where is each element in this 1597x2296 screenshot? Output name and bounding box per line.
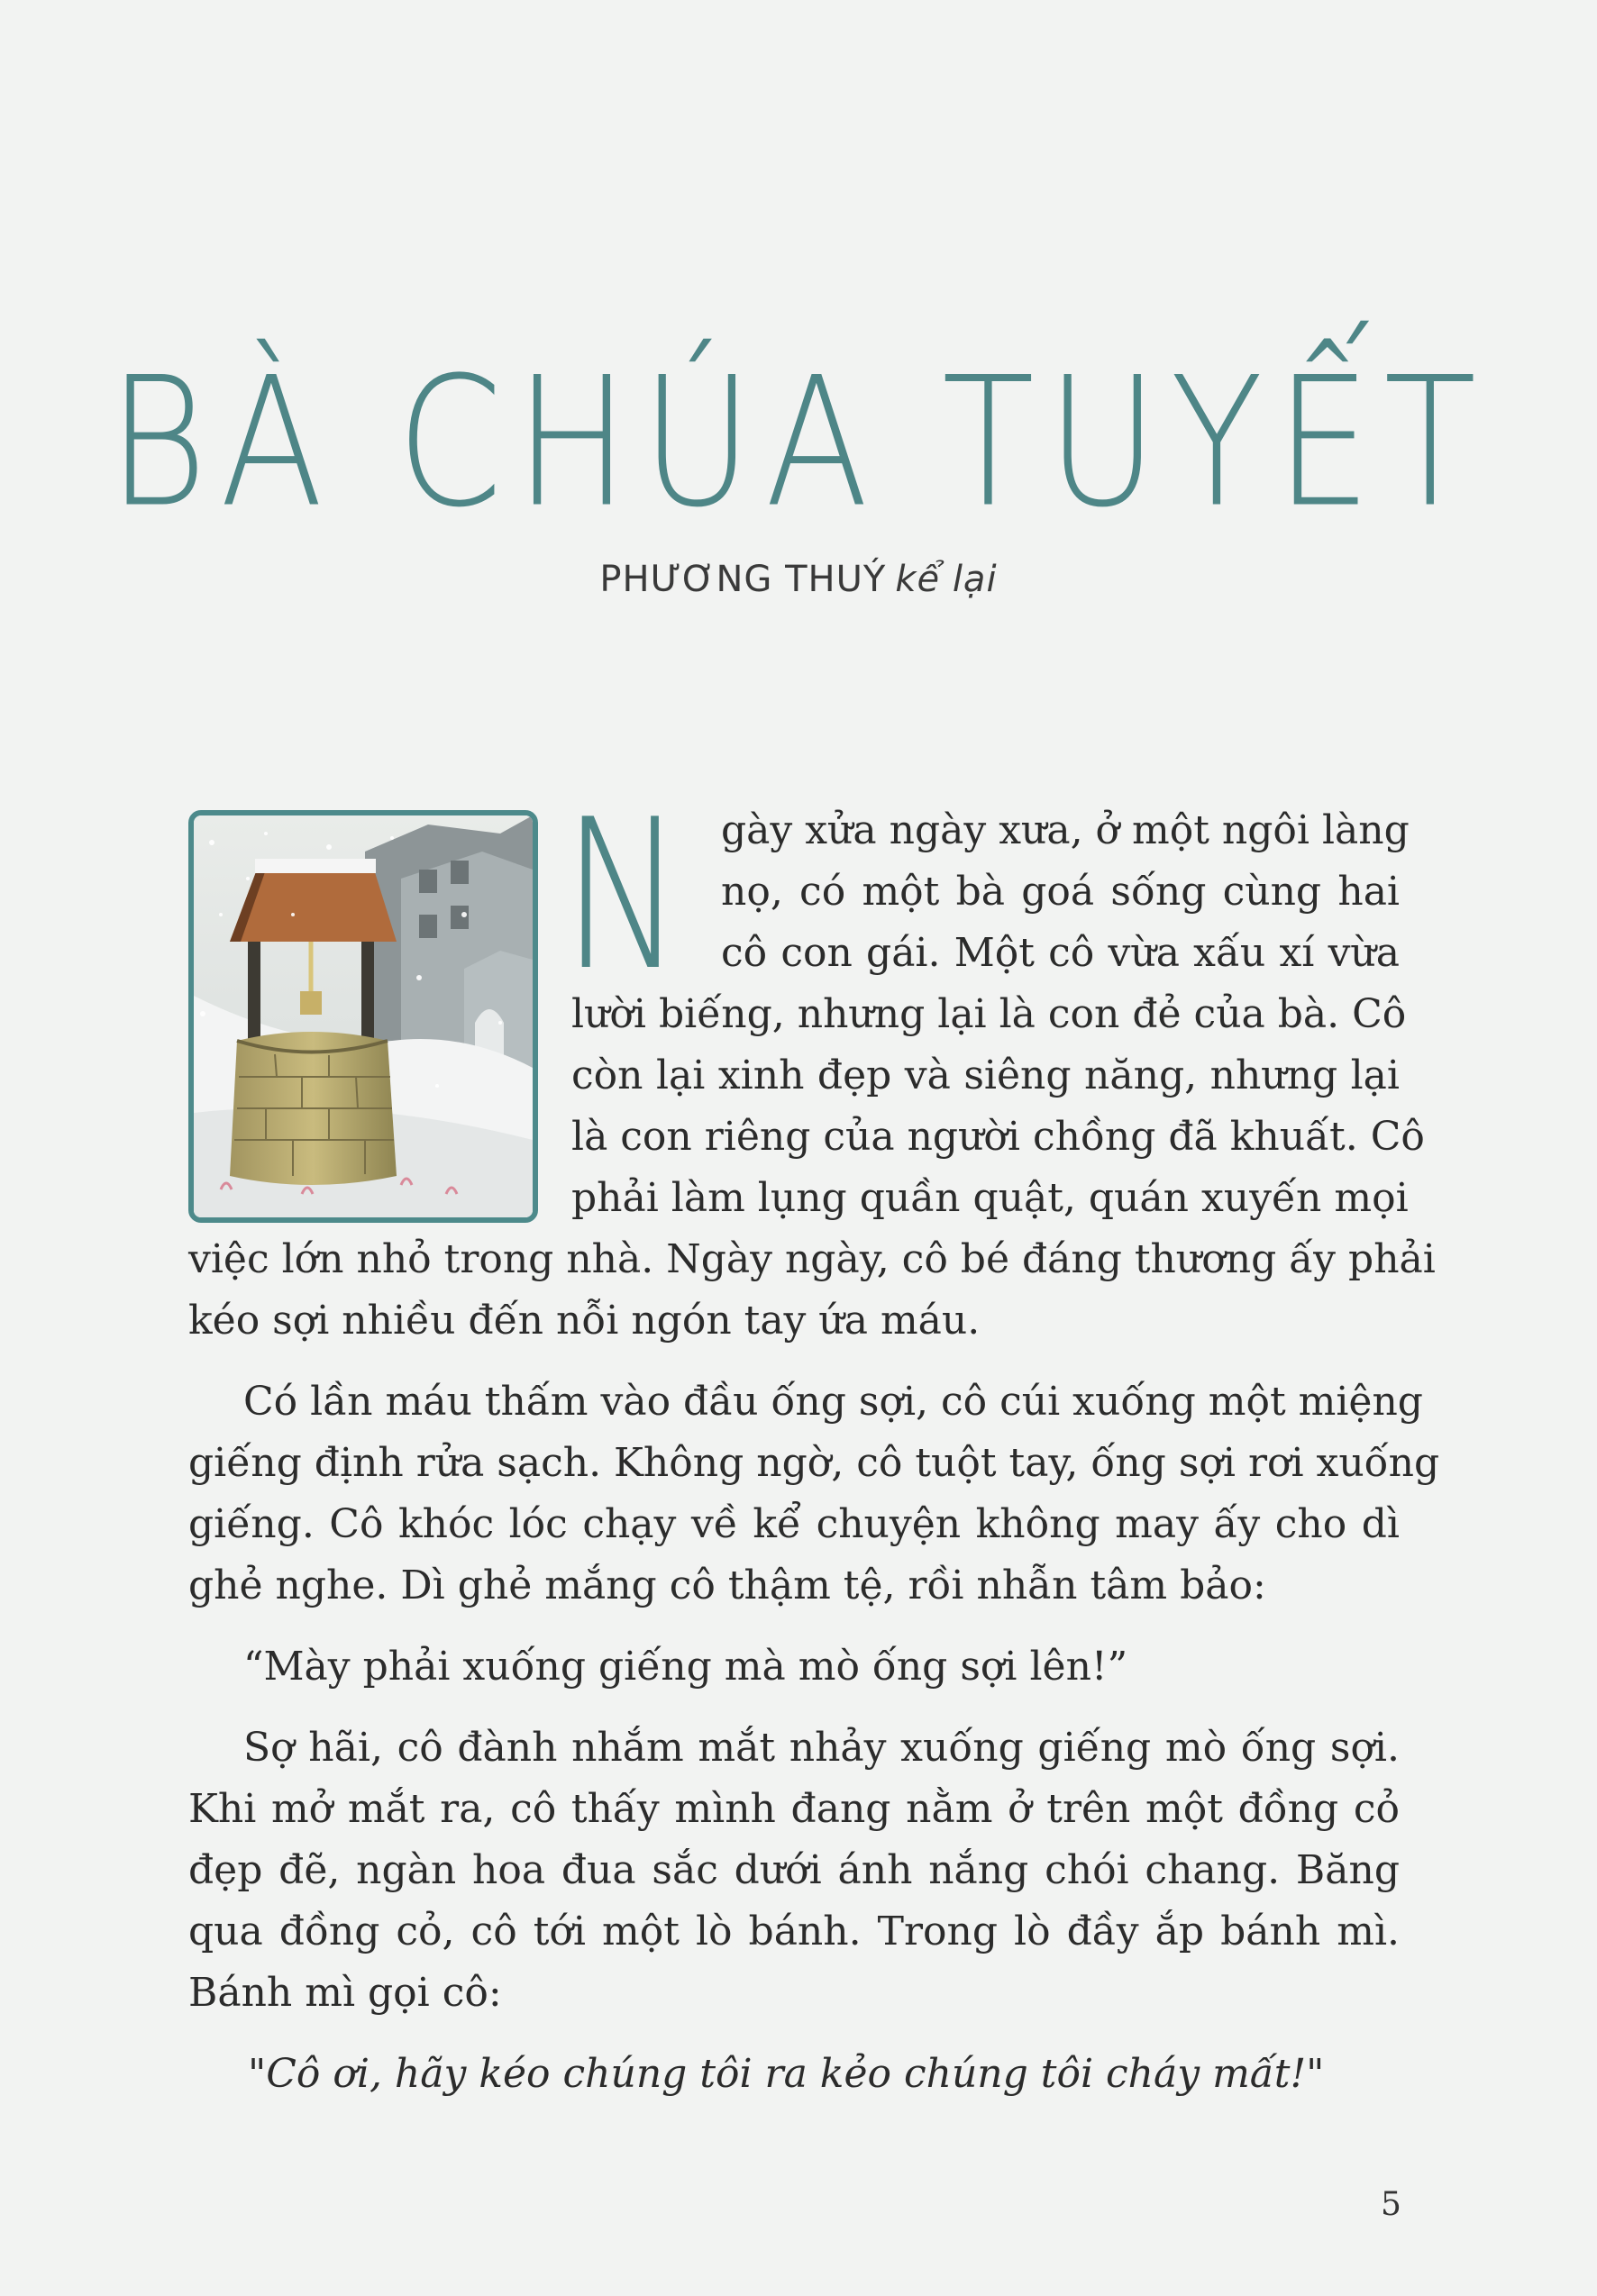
page-number: 5 xyxy=(1381,2186,1401,2223)
text-line: là con riêng của người chồng đã khuất. Cô xyxy=(571,1114,1425,1160)
text-line: kéo sợi nhiều đến nỗi ngón tay ứa máu. xyxy=(188,1298,981,1344)
text-line: "Cô ơi, hãy kéo chúng tôi ra kẻo chúng tôi cháy mất!" xyxy=(248,2051,1325,2097)
text-line: “Mày phải xuống giếng mà mò ống sợi lên!” xyxy=(243,1644,1128,1690)
text-line: gày xửa ngày xưa, ở một ngôi làng xyxy=(721,807,1410,853)
text-line: cô con gái. Một cô vừa xấu xí vừa xyxy=(721,930,1400,976)
text-line: nọ, có một bà goá sống cùng hai xyxy=(721,869,1400,915)
drop-cap: N xyxy=(562,776,684,1016)
text-line: giếng. Cô khóc lóc chạy về kể chuyện không may ấy cho dì xyxy=(188,1501,1400,1547)
text-line: Sợ hãi, cô đành nhắm mắt nhảy xuống giếng mò ống sợi. xyxy=(243,1725,1400,1771)
text-line: còn lại xinh đẹp và siêng năng, nhưng lại xyxy=(571,1052,1400,1098)
well-in-snow-icon xyxy=(188,810,538,1223)
text-line: đẹp đẽ, ngàn hoa đua sắc dưới ánh nắng chói chang. Băng xyxy=(188,1847,1400,1893)
byline xyxy=(0,559,1597,600)
author-name: PHƯƠNG THUÝ xyxy=(599,559,887,600)
text-line: qua đồng cỏ, cô tới một lò bánh. Trong lò đầy ắp bánh mì. xyxy=(188,1909,1400,1954)
text-line: giếng định rửa sạch. Không ngờ, cô tuột tay, ống sợi rơi xuống xyxy=(188,1440,1440,1486)
text-line: Bánh mì gọi cô: xyxy=(188,1970,502,2016)
text-line: phải làm lụng quần quật, quán xuyến mọi xyxy=(571,1175,1409,1221)
text-line: lười biếng, nhưng lại là con đẻ của bà. Cô xyxy=(571,991,1407,1037)
text-line: Khi mở mắt ra, cô thấy mình đang nằm ở trên một đồng cỏ xyxy=(188,1786,1400,1832)
text-line: ghẻ nghe. Dì ghẻ mắng cô thậm tệ, rồi nhẫn tâm bảo: xyxy=(188,1563,1266,1608)
text-line: Có lần máu thấm vào đầu ống sợi, cô cúi xuống một miệng xyxy=(243,1379,1423,1425)
author-role: kể lại xyxy=(895,559,998,600)
story-title: BÀ CHÚA TUYẾT xyxy=(107,338,1490,547)
text-line: việc lớn nhỏ trong nhà. Ngày ngày, cô bé đáng thương ấy phải xyxy=(188,1236,1436,1282)
